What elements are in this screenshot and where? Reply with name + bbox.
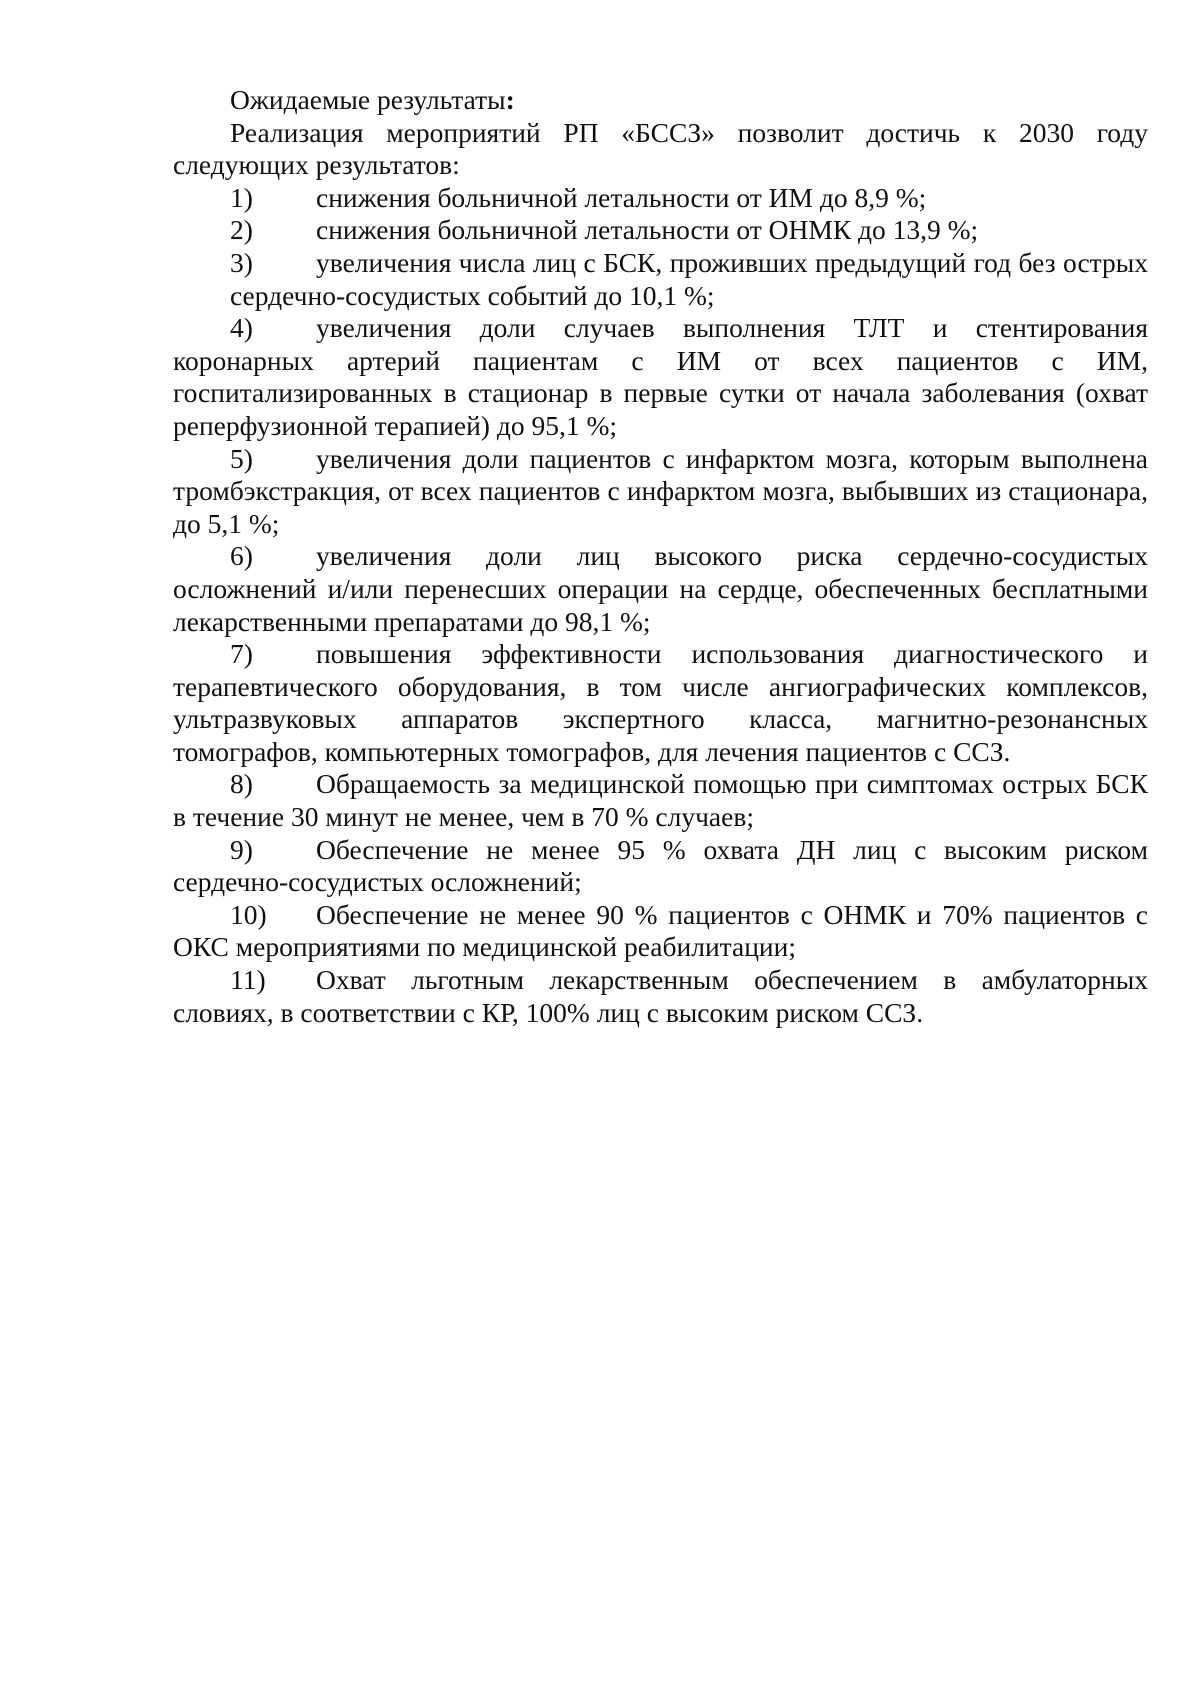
- list-item-number: 11): [230, 964, 266, 996]
- list-item: [173, 182, 1148, 215]
- list-item-text: увеличения доли случаев выполнения ТЛТ и стентирования коронарных артерий пациентам с ИМ от всех пациентов с ИМ, госпитализированных в стационар в первые сутки от начала заболевания (охват реперфузионной терапией) до 95,1 %;: [173, 312, 1148, 441]
- list-item-text: повышения эффективности использования диагностического и терапевтического оборудования, в том числе ангиографических комплексов, ультразвуковых аппаратов экспертного класса, магнитно-резонансных томографов, компьютерных томографов, для лечения пациентов с ССЗ.: [173, 638, 1148, 767]
- list-item-text: Обращаемость за медицинской помощью при симптомах острых БСК в течение 30 минут не менее, чем в 70 % случаев;: [173, 768, 1148, 833]
- list-item-text: Обеспечение не менее 90 % пациентов с ОНМК и 70% пациентов с ОКС мероприятиями по медицинской реабилитации;: [173, 898, 1148, 963]
- list-item-text: снижения больничной летальности от ИМ до 8,9 %;: [316, 181, 927, 213]
- list-item-number: 5): [230, 442, 253, 474]
- list-item-text: увеличения доли лиц высокого риска сердечно-сосудистых осложнений и/или перенесших операции на сердце, обеспеченных бесплатными лекарственными препаратами до 98,1 %;: [173, 540, 1148, 637]
- results-list: [173, 182, 1148, 1029]
- list-item: [173, 312, 1148, 442]
- list-item-number: 10): [230, 898, 267, 930]
- list-item: [173, 443, 1148, 541]
- list-item-number: 4): [230, 312, 253, 344]
- document-page: [173, 84, 1148, 1029]
- heading-text: Ожидаемые результаты: [230, 84, 506, 115]
- section-heading: [173, 84, 1148, 117]
- list-item: [173, 247, 1148, 312]
- list-item-number: 7): [230, 638, 253, 670]
- list-item: [173, 834, 1148, 899]
- heading-colon: :: [505, 84, 515, 115]
- list-item: [173, 768, 1148, 833]
- list-item-text: увеличения доли пациентов с инфарктом мозга, которым выполнена тромбэкстракция, от всех пациентов с инфарктом мозга, выбывших из стационара, до 5,1 %;: [173, 442, 1148, 539]
- list-item-number: 1): [230, 181, 253, 213]
- list-item-text: снижения больничной летальности от ОНМК до 13,9 %;: [316, 214, 979, 246]
- list-item-number: 3): [230, 246, 253, 278]
- list-item: [173, 899, 1148, 964]
- list-item-number: 9): [230, 833, 253, 865]
- list-item: [173, 638, 1148, 768]
- list-item: [173, 214, 1148, 247]
- list-item-text: Охват льготным лекарственным обеспечением в амбулаторных словиях, в соответствии с КР, 100% лиц с высоким риском ССЗ.: [173, 964, 1148, 1028]
- list-item-text: Обеспечение не менее 95 % охвата ДН лиц с высоким риском сердечно-сосудистых осложнений;: [173, 833, 1148, 898]
- list-item-number: 8): [230, 768, 253, 800]
- intro-paragraph: Реализация мероприятий РП «БССЗ» позволит достичь к 2030 году следующих результатов:: [173, 116, 1148, 181]
- list-item: [173, 964, 1148, 1029]
- list-item: [173, 540, 1148, 638]
- list-item-number: 6): [230, 540, 253, 572]
- list-item-number: 2): [230, 214, 253, 246]
- list-item-text: увеличения числа лиц с БСК, проживших предыдущий год без острых сердечно-сосудистых событий до 10,1 %;: [230, 246, 1148, 311]
